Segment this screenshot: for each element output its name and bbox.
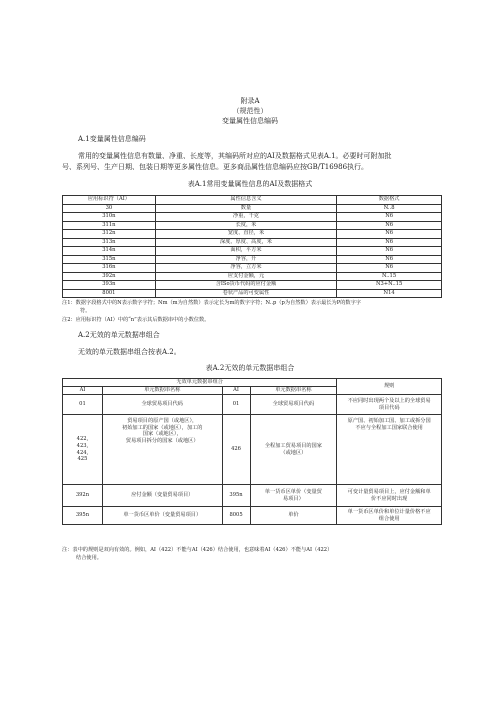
section-a1-paragraph-line2: 号、系列号、生产日期、包装日期等更多属性信息。更多商品属性信息编码应按GB/T16986执行。 xyxy=(62,163,369,171)
table-a1-cell: 净容，立方米 xyxy=(155,264,336,273)
table-a1-header-row xyxy=(63,196,442,205)
table-a1-header-meaning: 属性信息含义 xyxy=(155,196,336,205)
table-a2-rule-line: 可变计量贸易项目上，应付金额和单 xyxy=(347,488,431,495)
table-a2-cell: 395n xyxy=(222,485,250,507)
table-a2-name-line: 贸易项目的原产国（或地区）， xyxy=(127,418,198,424)
table-a2-ai-line: 424, xyxy=(76,449,89,456)
table-a2-cell: 01 xyxy=(63,395,103,415)
table-row xyxy=(63,213,442,222)
table-a2-cell: 全球贸易项目代码 xyxy=(250,395,337,415)
table-a1-cell: N14 xyxy=(337,289,442,298)
table-row xyxy=(63,415,442,485)
table-a1-cell: 宽度、直径，米 xyxy=(155,230,336,239)
table-a1-cell: 312n xyxy=(63,230,156,239)
table-a1-cell: 8001 xyxy=(63,289,156,298)
table-row xyxy=(63,485,442,507)
table-a2-rule-line: 项目代码 xyxy=(378,404,400,411)
table-a2-name-line: 单一货币区单价（变量贸 xyxy=(264,488,322,495)
table-a2-subheader-name2: 单元数据串名称 xyxy=(250,387,337,395)
table-a1-cell: N6 xyxy=(337,247,442,256)
table-a1-cell: 净容，升 xyxy=(155,255,336,264)
table-a2-note-line2: 结合使用。 xyxy=(76,555,102,561)
table-a1-cell: 30 xyxy=(63,204,156,213)
table-a2-name-line: （或地区） xyxy=(280,449,307,456)
table-a1-cell: N6 xyxy=(337,238,442,247)
table-a1-note1-line1: 注1：数据字段格式中的N表示数字字符；Nm（m为自然数）表示定长为m的数字字符；N..p（p为自然数）表示最长为P的数字字 xyxy=(62,300,361,306)
table-a2-name-line: 国家（或地区）， xyxy=(142,431,182,438)
table-a2-cell: 392n xyxy=(63,485,103,507)
section-a2-heading: A.2无效的单元数据串组合 xyxy=(78,331,160,339)
table-row xyxy=(63,272,442,281)
table-row xyxy=(63,507,442,525)
section-a1-heading: A.1变量属性信息编码 xyxy=(78,135,146,143)
table-a1-cell: 含ISo货币代码的应付金额 xyxy=(155,281,336,290)
section-a1-paragraph-line1: 常用的变量属性信息有数量、净重、长度等，其编码所对应的AI及数据格式见表A.1。必要时可附加批 xyxy=(78,152,392,160)
table-a2-name-line: 全程加工贸易项目的国家 xyxy=(264,442,322,449)
table-a2 xyxy=(62,378,442,525)
table-a2-ai-line: 425 xyxy=(77,456,88,463)
table-row xyxy=(63,281,442,290)
table-a2-caption: 表A.2无效的单元数据串组合 xyxy=(205,364,295,372)
table-a2-cell: 应付金额（变量贸易项目） xyxy=(102,485,222,507)
table-a1-cell: 316n xyxy=(63,264,156,273)
table-a1-cell: N6 xyxy=(337,264,442,273)
appendix-subtitle: 变量属性信息编码 xyxy=(222,117,278,125)
table-a1-header-format: 数据格式 xyxy=(337,196,442,205)
table-a2-cell xyxy=(337,485,442,507)
table-a2-cell xyxy=(337,415,442,485)
table-row xyxy=(63,247,442,256)
table-a2-rule-line: 价不应同时出现 xyxy=(370,495,408,502)
table-a2-name-line: 贸易项目拆分的国家（或地区） xyxy=(125,437,199,444)
table-a1-cell: 卷状产品的可变属性 xyxy=(155,289,336,298)
table-a2-cell xyxy=(337,507,442,525)
table-a2-cell xyxy=(337,395,442,415)
table-row xyxy=(63,204,442,213)
table-a2-cell: 单一货币区单价（变量贸易项目） xyxy=(102,507,222,525)
appendix-title: 附录A xyxy=(240,97,260,105)
table-a1-cell: 311n xyxy=(63,221,156,230)
table-a1-cell: N3+N..15 xyxy=(337,281,442,290)
table-a2-cell: 01 xyxy=(222,395,250,415)
appendix-nature: （规范性） xyxy=(232,107,268,115)
table-a1-cell: 314n xyxy=(63,247,156,256)
table-a1-cell: 长度，米 xyxy=(155,221,336,230)
table-a2-subheader-ai2: AI xyxy=(222,387,250,395)
table-a2-note-line1: 注：表中的规则是双向有效的。例如，AI（422）不能与AI（426）结合使用，也意味着AI（426）不能与AI（422） xyxy=(62,547,333,553)
table-a2-header-row xyxy=(63,379,442,387)
table-row xyxy=(63,230,442,239)
table-a2-cell: 全球贸易项目代码 xyxy=(102,395,222,415)
table-a1-cell: 应支付金额，元 xyxy=(155,272,336,281)
table-a2-cell: 单价 xyxy=(250,507,337,525)
table-a1-cell: N6 xyxy=(337,221,442,230)
table-a2-rule-line: 组合使用 xyxy=(378,515,400,522)
table-a1-cell: 净重，千克 xyxy=(155,213,336,222)
table-a2-cell xyxy=(250,415,337,485)
table-a1-cell: N6 xyxy=(337,213,442,222)
table-a1-cell: N6 xyxy=(337,255,442,264)
table-a2-cell: 8005 xyxy=(222,507,250,525)
table-a1-note1-line2: 符。 xyxy=(80,308,91,314)
table-a1-header-ai: 应用标识符（AI） xyxy=(63,196,156,205)
table-a2-rule-line: 原产国、初始加工国、加工或拆分国 xyxy=(347,418,431,424)
table-a2-ai-line: 423, xyxy=(76,442,89,449)
section-a2-paragraph: 无效的单元数据串组合按表A.2。 xyxy=(78,348,181,356)
table-row xyxy=(63,255,442,264)
table-row xyxy=(63,264,442,273)
table-a1-cell: 310n xyxy=(63,213,156,222)
table-a2-subheader-name1: 单元数据串名称 xyxy=(102,387,222,395)
table-a1-cell: 313n xyxy=(63,238,156,247)
table-a1-cell: 315n xyxy=(63,255,156,264)
table-a1-cell: 392n xyxy=(63,272,156,281)
table-a1-cell: N..15 xyxy=(337,272,442,281)
table-a2-rule-line: 不应同时出现两个及以上的全球贸易 xyxy=(347,397,431,404)
table-a2-cell xyxy=(102,415,222,485)
table-a1-cell: N..8 xyxy=(337,204,442,213)
table-a2-cell xyxy=(63,415,103,485)
table-a2-ai-line: 422, xyxy=(76,436,89,443)
table-a1-cell: 数量 xyxy=(155,204,336,213)
table-a2-cell: 426 xyxy=(222,415,250,485)
table-a1 xyxy=(62,195,442,298)
table-a1-cell: 393n xyxy=(63,281,156,290)
table-row xyxy=(63,221,442,230)
table-row xyxy=(63,395,442,415)
table-a2-cell xyxy=(250,485,337,507)
table-a2-subheader-ai1: AI xyxy=(63,387,103,395)
table-a1-cell: 深度、厚度、高度，米 xyxy=(155,238,336,247)
table-a1-caption: 表A.1常用变量属性信息的AI及数据格式 xyxy=(187,180,313,188)
table-a2-rule-header: 规则 xyxy=(337,379,442,395)
table-a1-note2: 注2：应用标识符（AI）中的“n”表示其后数据串中的小数位数。 xyxy=(62,317,210,323)
table-a1-cell: N6 xyxy=(337,230,442,239)
table-a2-rule-line: 不应与全程加工国家联合使用 xyxy=(355,424,423,431)
table-a2-name-line: 易项目） xyxy=(283,495,304,502)
table-a2-group-header: 无效单元数据串组合 xyxy=(63,379,337,387)
table-a1-cell: 面积，平方米 xyxy=(155,247,336,256)
table-row xyxy=(63,289,442,298)
table-a2-rule-line: 单一货币区单价和单位计量价格不应 xyxy=(347,508,431,515)
table-row xyxy=(63,238,442,247)
table-a2-name-line: 初始加工的国家（或地区），加工的 xyxy=(122,424,203,431)
table-a2-cell: 395n xyxy=(63,507,103,525)
